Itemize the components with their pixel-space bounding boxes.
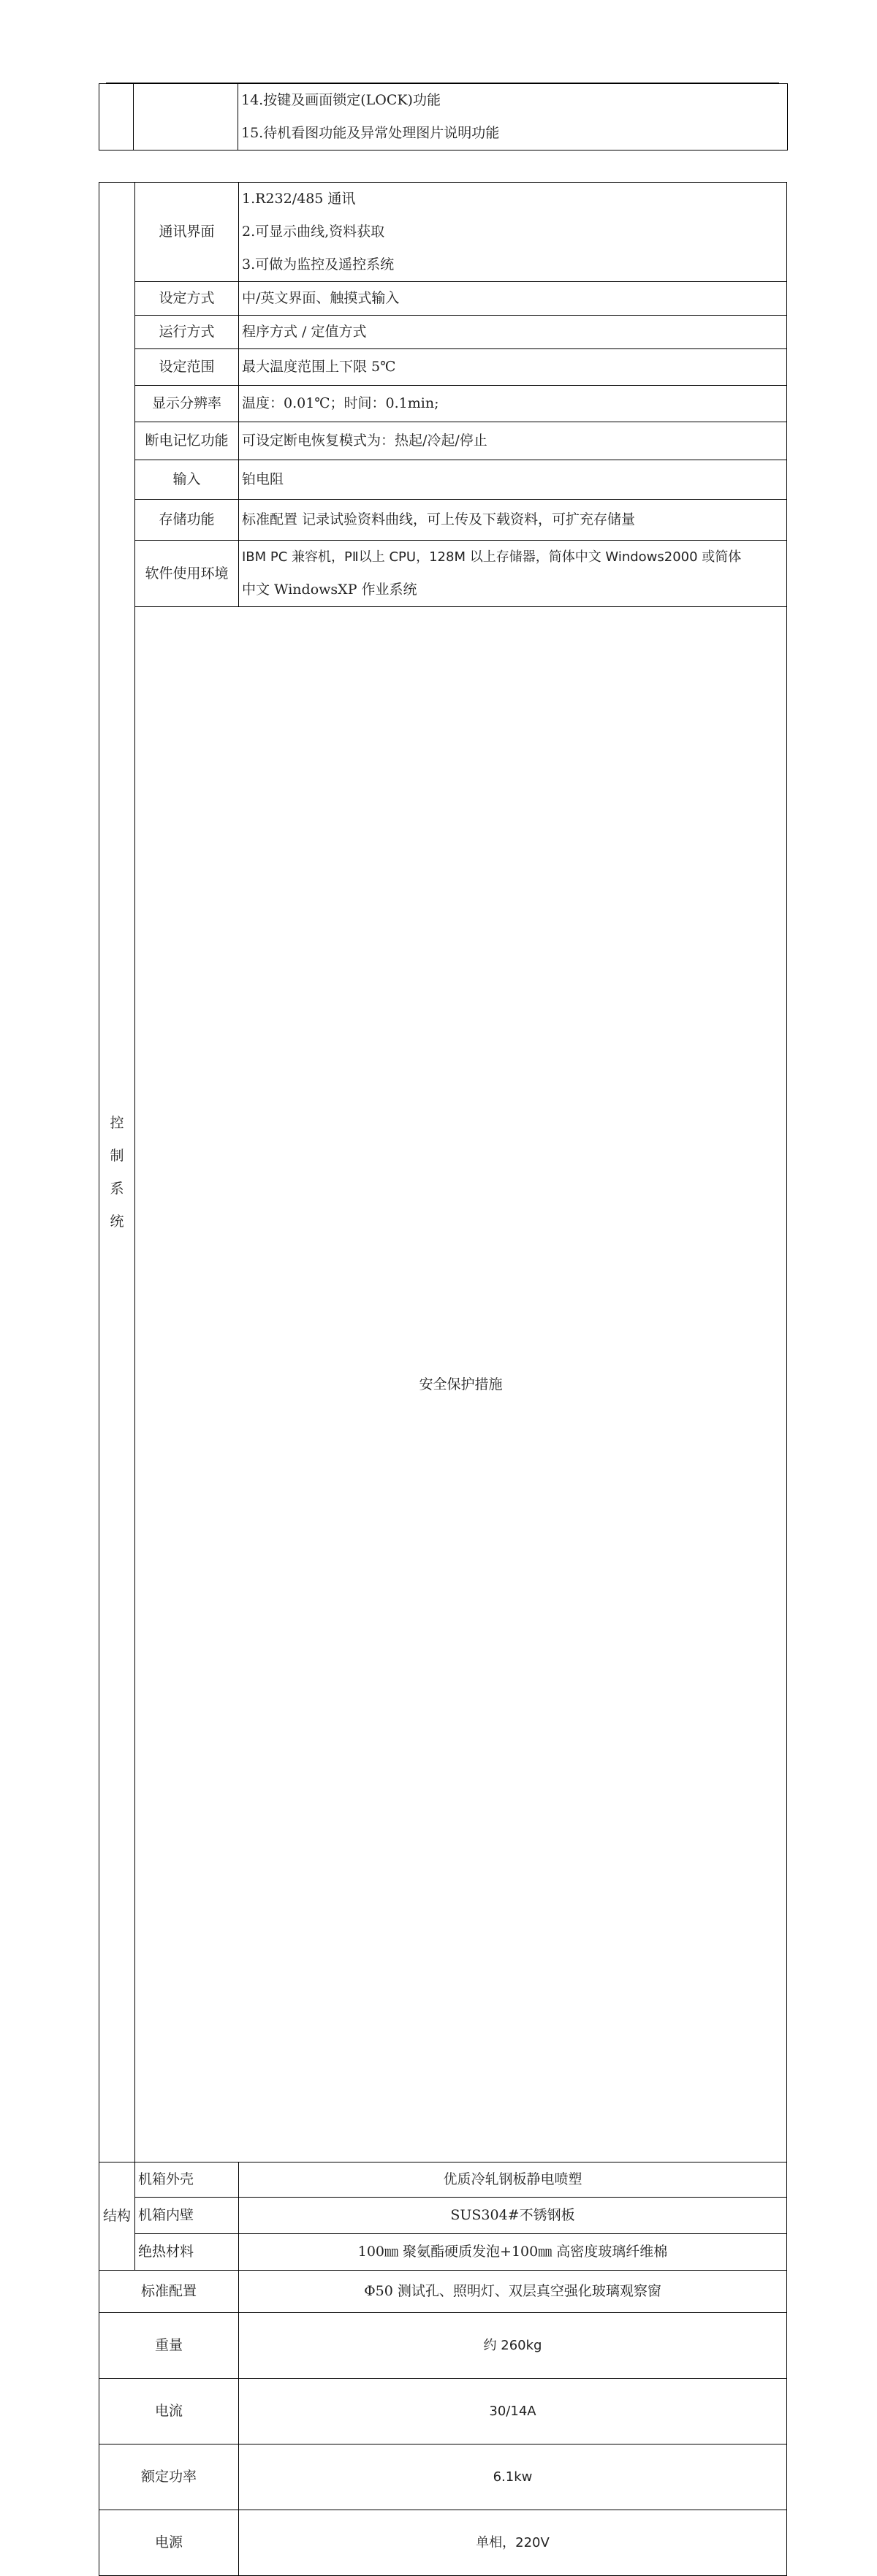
software-env-line: 中文 WindowsXP 作业系统: [242, 582, 417, 598]
input-value: 铂电阻: [239, 460, 787, 500]
safety-label: 安全保护措施: [135, 607, 787, 2162]
comm-interface-label: 通讯界面: [135, 183, 239, 282]
setting-range-label: 设定范围: [135, 349, 239, 386]
comm-item: 1.R232/485 通讯: [242, 191, 356, 207]
empty-cell: [134, 84, 238, 150]
current-label: 电流: [99, 2379, 239, 2444]
inner-wall-value: SUS304#不锈钢板: [239, 2198, 787, 2234]
storage-label: 存储功能: [135, 500, 239, 541]
comm-item: 3.可做为监控及遥控系统: [242, 256, 395, 273]
spec-table: [99, 182, 787, 2576]
feature-item: 15.待机看图功能及异常处理图片说明功能: [241, 125, 500, 141]
comm-interface-list: [239, 183, 787, 282]
software-env-value: [239, 541, 787, 607]
casing-label: 机箱外壳: [135, 2162, 239, 2198]
power-memory-label: 断电记忆功能: [135, 422, 239, 460]
casing-value: 优质冷轧钢板静电喷塑: [239, 2162, 787, 2198]
display-resolution-value: 温度：0.01℃；时间：0.1min;: [239, 386, 787, 422]
setting-mode-label: 设定方式: [135, 282, 239, 316]
control-system-group-label: 控 制 系 统: [99, 183, 135, 2162]
power-memory-value: 可设定断电恢复模式为：热起/冷起/停止: [239, 422, 787, 460]
weight-label: 重量: [99, 2313, 239, 2379]
feature-table-continued: [99, 83, 788, 150]
current-value: 30/14A: [239, 2379, 787, 2444]
storage-value: 标准配置 记录试验资料曲线，可上传及下载资料，可扩充存储量: [239, 500, 787, 541]
feature-list: [238, 84, 788, 150]
run-mode-label: 运行方式: [135, 316, 239, 349]
structure-group-label: 结构: [99, 2162, 135, 2271]
setting-range-value: 最大温度范围上下限 5℃: [239, 349, 787, 386]
rated-power-label: 额定功率: [99, 2444, 239, 2510]
software-env-line: IBM PC 兼容机，PⅡ以上 CPU，128M 以上存储器，简体中文 Windows2000 或简体: [242, 549, 742, 565]
setting-mode-value: 中/英文界面、触摸式输入: [239, 282, 787, 316]
standard-config-value: Φ50 测试孔、照明灯、双层真空强化玻璃观察窗: [239, 2271, 787, 2313]
feature-item: 14.按键及画面锁定(LOCK)功能: [241, 92, 441, 108]
insulation-value: 100㎜ 聚氨酯硬质发泡+100㎜ 高密度玻璃纤维棉: [239, 2234, 787, 2271]
software-env-label: 软件使用环境: [135, 541, 239, 607]
weight-value: 约 260kg: [239, 2313, 787, 2379]
insulation-label: 绝热材料: [135, 2234, 239, 2271]
inner-wall-label: 机箱内壁: [135, 2198, 239, 2234]
rated-power-value: 6.1kw: [239, 2444, 787, 2510]
comm-item: 2.可显示曲线,资料获取: [242, 224, 385, 240]
empty-cell: [99, 84, 134, 150]
run-mode-value: 程序方式 / 定值方式: [239, 316, 787, 349]
input-label: 输入: [135, 460, 239, 500]
power-supply-label: 电源: [99, 2510, 239, 2576]
power-supply-value: 单相，220V: [239, 2510, 787, 2576]
display-resolution-label: 显示分辨率: [135, 386, 239, 422]
standard-config-label: 标准配置: [99, 2271, 239, 2313]
